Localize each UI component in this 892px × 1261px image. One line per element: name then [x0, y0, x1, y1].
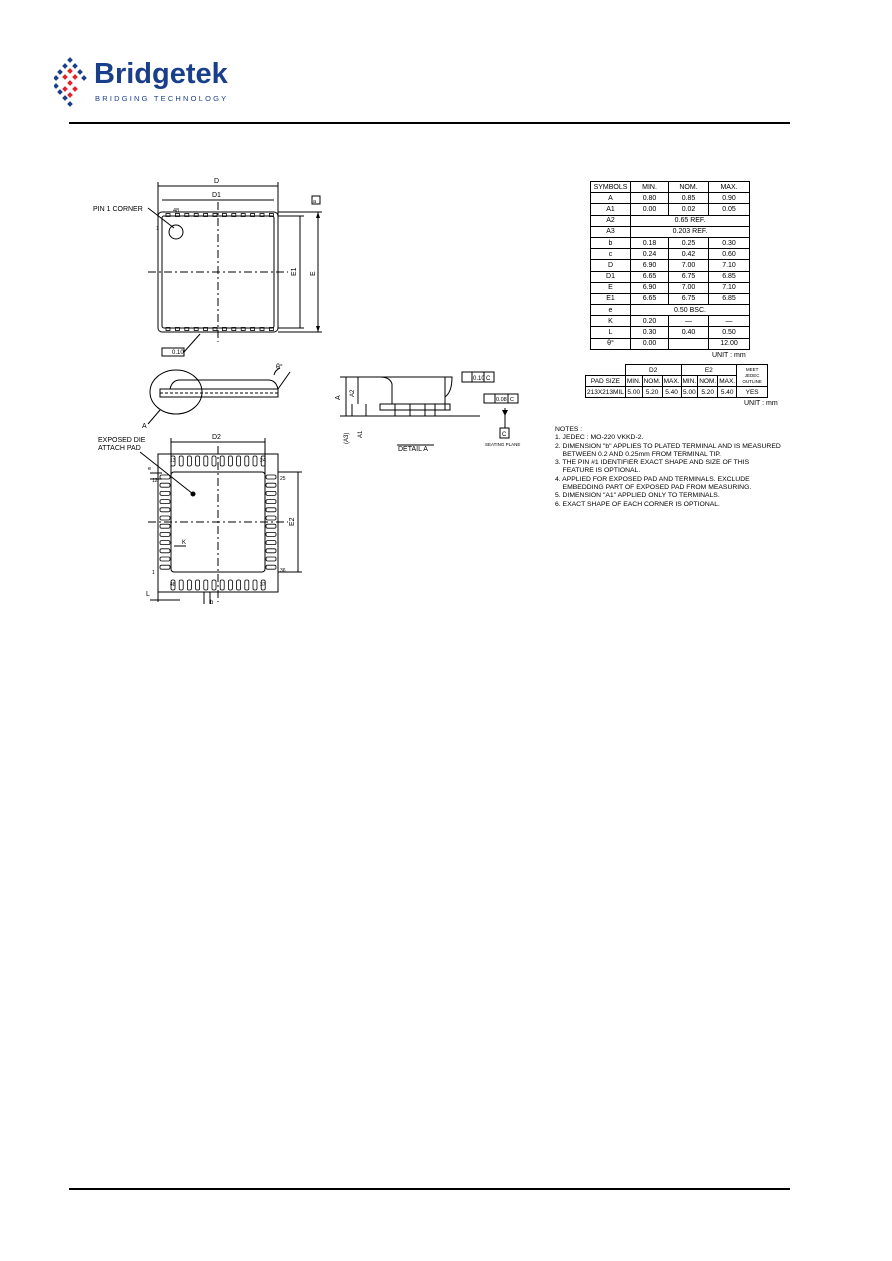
- pad-value-cell: 5.00: [681, 387, 698, 398]
- note-line: 1. JEDEC : MO-220 VKKD-2.: [555, 434, 644, 442]
- pad-size-table: [585, 364, 768, 398]
- terminal-pad: [237, 580, 241, 590]
- dim-cell: 0.60: [709, 249, 750, 260]
- label-datum-C: C: [502, 432, 507, 438]
- terminal-pad: [266, 508, 276, 512]
- terminal-pad: [160, 475, 170, 479]
- dim-cell: E: [591, 282, 631, 293]
- dim-cell: 0.05: [709, 204, 750, 215]
- dim-cell: 6.75: [669, 293, 709, 304]
- terminal-pad: [253, 456, 257, 466]
- dim-cell: 0.80: [631, 193, 669, 204]
- pad-subheader-cell: NOM.: [699, 377, 717, 385]
- terminal-pad: [160, 483, 170, 487]
- terminal-pad: [245, 456, 249, 466]
- terminal-pad: [266, 557, 276, 561]
- label-bottom-pin1: 1: [152, 570, 155, 576]
- logo-diamond-icon: [54, 56, 90, 112]
- pad-subheader-cell: NOM.: [643, 377, 661, 385]
- dim-header-cell: NOM.: [669, 182, 709, 193]
- dim-cell: E1: [591, 293, 631, 304]
- label-detail-A: A: [335, 395, 342, 400]
- terminal-pad: [160, 549, 170, 553]
- dim-cell: 0.65 REF.: [631, 215, 750, 226]
- terminal-pad: [266, 475, 276, 479]
- dim-header-cell: MAX.: [709, 182, 750, 193]
- dim-cell: 0.24: [631, 249, 669, 260]
- dim-cell: 0.40: [669, 327, 709, 338]
- terminal-pad: [266, 541, 276, 545]
- dim-cell: A2: [591, 215, 631, 226]
- label-bottom-pin12: 12: [152, 478, 158, 484]
- header-rule: [69, 122, 790, 124]
- label-flat-datum: C: [510, 397, 514, 403]
- pad-subheader-cell: MIN.: [682, 377, 697, 385]
- dim-cell: —: [709, 316, 750, 327]
- dim-cell: 7.10: [709, 260, 750, 271]
- terminal-pad: [160, 541, 170, 545]
- pad-header-jedec: MEET JEDEC OUTLINE: [737, 365, 768, 387]
- label-attach-pad: ATTACH PAD: [98, 445, 141, 452]
- dim-row: [591, 338, 750, 349]
- dim-cell: 6.90: [631, 282, 669, 293]
- note-line: 6. EXACT SHAPE OF EACH CORNER IS OPTIONAL.: [555, 500, 720, 508]
- note-line: 5. DIMENSION "A1" APPLIED ONLY TO TERMINALS.: [555, 492, 720, 500]
- dim-row: [591, 293, 750, 304]
- dim-cell: 0.00: [631, 204, 669, 215]
- dim-cell: 6.65: [631, 293, 669, 304]
- dim-cell: 6.65: [631, 271, 669, 282]
- label-detail-A1: A1: [358, 430, 364, 438]
- dim-cell: 6.85: [709, 271, 750, 282]
- footer-rule: [69, 1188, 790, 1190]
- dim-cell: A1: [591, 204, 631, 215]
- terminal-pad: [160, 524, 170, 528]
- label-K: K: [182, 540, 187, 546]
- dim-cell: [669, 338, 709, 349]
- terminal-pad: [220, 580, 224, 590]
- company-logo: [54, 56, 254, 112]
- terminal-pad: [266, 491, 276, 495]
- label-flatness: 0.10: [172, 350, 184, 356]
- dim-row: [591, 260, 750, 271]
- label-top-pin48: 48: [173, 208, 180, 214]
- label-D1: D1: [212, 192, 221, 199]
- dim-row: [591, 282, 750, 293]
- terminal-pad: [266, 500, 276, 504]
- dim-cell: 6.75: [669, 271, 709, 282]
- terminal-pad: [160, 565, 170, 569]
- dim-cell: c: [591, 249, 631, 260]
- note-line: BETWEEN 0.2 AND 0.25mm FROM TERMINAL TIP.: [555, 450, 721, 458]
- dim-cell: 0.02: [669, 204, 709, 215]
- dim-cell: θ°: [591, 338, 631, 349]
- terminal-pad: [220, 456, 224, 466]
- pad-unit: UNIT : mm: [744, 400, 778, 407]
- note-line: EMBEDDING PART OF EXPOSED PAD FROM MEASURING.: [555, 484, 752, 492]
- dim-row: [591, 316, 750, 327]
- dim-row: [591, 193, 750, 204]
- dim-cell: 0.50 BSC.: [631, 305, 750, 316]
- terminal-pad: [228, 456, 232, 466]
- dim-cell: A3: [591, 226, 631, 237]
- terminal-pad: [212, 456, 216, 466]
- terminal-pad: [266, 516, 276, 520]
- label-b: b: [210, 600, 214, 606]
- company-name: Bridgetek: [94, 58, 228, 90]
- terminal-pad: [204, 580, 208, 590]
- terminal-pad: [237, 456, 241, 466]
- terminal-pad: [196, 580, 200, 590]
- note-line: 3. THE PIN #1 IDENTIFIER EXACT SHAPE AND SIZE OF THIS: [555, 459, 750, 467]
- dim-header-cell: SYMBOLS: [591, 182, 631, 193]
- pad-value-cell: 5.00: [625, 387, 642, 398]
- terminal-pad: [204, 456, 208, 466]
- label-parallelism: 0.10: [473, 376, 485, 382]
- terminal-pad: [253, 580, 257, 590]
- dim-cell: L: [591, 327, 631, 338]
- label-bottom-pin37: 37: [260, 582, 266, 588]
- notes-title: NOTES :: [555, 426, 583, 433]
- pad-size-label: PAD SIZE: [586, 376, 626, 387]
- label-bottom-pin13: 13: [170, 458, 176, 464]
- dim-cell: 6.90: [631, 260, 669, 271]
- dim-cell: 0.90: [709, 193, 750, 204]
- terminal-pad: [266, 524, 276, 528]
- label-D: D: [214, 178, 220, 185]
- terminal-pad: [160, 532, 170, 536]
- terminal-pad: [228, 580, 232, 590]
- label-seating-plane: SEATING PLANE: [485, 442, 521, 447]
- pad-row-label: 213X213MIL: [587, 388, 624, 396]
- dim-cell: 0.20: [631, 316, 669, 327]
- terminal-pad: [266, 483, 276, 487]
- notes-block: [555, 426, 781, 509]
- label-bottom-pin36: 36: [280, 568, 286, 574]
- label-E: E: [310, 271, 317, 276]
- label-coplanarity: 0.08: [496, 397, 507, 403]
- label-bottom-pin25: 25: [280, 476, 286, 482]
- label-e: e: [148, 466, 152, 472]
- dim-cell: 0.25: [669, 237, 709, 248]
- label-E1: E1: [291, 267, 298, 276]
- dim-cell: 7.00: [669, 282, 709, 293]
- package-outline-drawing: [90, 172, 540, 612]
- dim-cell: D: [591, 260, 631, 271]
- pad-value-cell: 5.20: [698, 387, 718, 398]
- pad-value-cell: 5.40: [662, 387, 681, 398]
- dim-cell: 0.85: [669, 193, 709, 204]
- company-tagline: BRIDGING TECHNOLOGY: [95, 94, 229, 103]
- label-detail-title: DETAIL A: [398, 446, 428, 453]
- dim-row: [591, 226, 750, 237]
- label-detail-A2: A2: [350, 389, 356, 397]
- label-D2: D2: [212, 434, 221, 441]
- dim-cell: 0.203 REF.: [631, 226, 750, 237]
- terminal-pad: [160, 491, 170, 495]
- dim-cell: e: [591, 305, 631, 316]
- label-pin1-corner: PIN 1 CORNER: [93, 206, 143, 213]
- terminal-pad: [160, 516, 170, 520]
- label-bottom-pin48: 48: [170, 582, 176, 588]
- dim-cell: 0.00: [631, 338, 669, 349]
- dim-cell: 0.30: [631, 327, 669, 338]
- label-parallel-datum: C: [486, 376, 491, 382]
- pad-header-e2: E2: [681, 365, 737, 376]
- terminal-pad: [160, 500, 170, 504]
- dimension-unit: UNIT : mm: [712, 352, 746, 359]
- terminal-pad: [266, 549, 276, 553]
- dim-cell: D1: [591, 271, 631, 282]
- dim-cell: 7.00: [669, 260, 709, 271]
- dim-row: [591, 305, 750, 316]
- dim-row: [591, 271, 750, 282]
- label-detail-A3: (A3): [344, 432, 350, 444]
- label-L: L: [146, 591, 150, 598]
- dim-cell: 0.30: [709, 237, 750, 248]
- dim-row: [591, 215, 750, 226]
- terminal-pad: [196, 456, 200, 466]
- terminal-pad: [160, 557, 170, 561]
- dim-row: [591, 249, 750, 260]
- pad-jedec-value: YES: [737, 387, 768, 398]
- pad-value-cell: 5.20: [642, 387, 662, 398]
- dim-cell: 0.50: [709, 327, 750, 338]
- label-top-pin1: 1: [156, 226, 160, 232]
- dim-row: [591, 204, 750, 215]
- dim-row: [591, 327, 750, 338]
- dimension-table: [590, 181, 750, 350]
- dim-cell: b: [591, 237, 631, 248]
- note-line: 4. APPLIED FOR EXPOSED PAD AND TERMINALS. EXCLUDE: [555, 475, 750, 483]
- dim-cell: 0.18: [631, 237, 669, 248]
- dim-header-cell: MIN.: [631, 182, 669, 193]
- dim-cell: 0.42: [669, 249, 709, 260]
- dim-row: [591, 237, 750, 248]
- label-ref-a: a: [313, 199, 317, 205]
- note-line: FEATURE IS OPTIONAL.: [555, 467, 641, 475]
- pad-header-d2: D2: [625, 365, 681, 376]
- note-line: 2. DIMENSION "b" APPLIES TO PLATED TERMINAL AND IS MEASURED: [555, 442, 781, 450]
- pad-value-cell: 5.40: [718, 387, 737, 398]
- terminal-pad: [266, 532, 276, 536]
- dim-cell: K: [591, 316, 631, 327]
- dim-cell: 6.85: [709, 293, 750, 304]
- label-exposed-die: EXPOSED DIE: [98, 437, 146, 444]
- terminal-pad: [179, 456, 183, 466]
- dim-cell: A: [591, 193, 631, 204]
- pad-subheader-cell: MAX.: [719, 377, 736, 385]
- label-E2: E2: [289, 517, 296, 526]
- label-bottom-pin24: 24: [260, 458, 266, 464]
- label-theta: θ°: [276, 364, 283, 371]
- terminal-pad: [212, 580, 216, 590]
- pad-subheader-cell: MAX.: [663, 377, 680, 385]
- terminal-pad: [245, 580, 249, 590]
- terminal-pad: [179, 580, 183, 590]
- dim-cell: —: [669, 316, 709, 327]
- terminal-pad: [160, 508, 170, 512]
- dim-cell: 12.00: [709, 338, 750, 349]
- terminal-pad: [187, 580, 191, 590]
- dim-cell: 7.10: [709, 282, 750, 293]
- terminal-pad: [266, 565, 276, 569]
- label-detail-ref: A: [142, 423, 147, 430]
- pad-subheader-cell: MIN.: [626, 377, 641, 385]
- terminal-pad: [187, 456, 191, 466]
